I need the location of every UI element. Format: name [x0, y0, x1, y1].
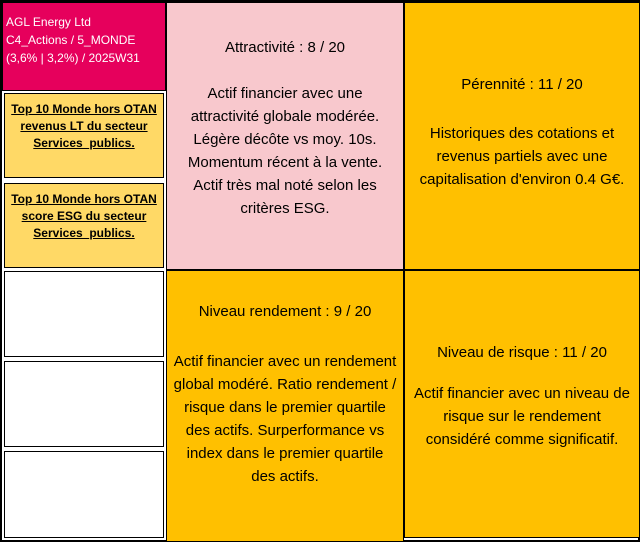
perennite-heading: Pérennité : 11 / 20: [461, 76, 583, 93]
rendement-block: [166, 270, 404, 542]
attractivite-block: [166, 2, 404, 270]
risque-description: Actif financier avec un niveau de risque sur le rendement considéré comme significatif.: [414, 385, 630, 448]
ranking-label[interactable]: Top 10 Monde hors OTAN revenus LT du secteur Services_publics.: [11, 102, 157, 150]
risque-block: [404, 270, 640, 538]
rendement-heading: Niveau rendement : 9 / 20: [198, 303, 372, 320]
attractivite-description: Actif financier avec une attractivité globale modérée. Légère décôte vs moy. 10s. Momentum récent à la vente. Actif très mal noté selon les critères ESG.: [187, 85, 383, 217]
attractivite-heading: Attractivité : 8 / 20: [224, 39, 346, 56]
rendement-description: Actif financier avec un rendement global modéré. Ratio rendement / risque dans le premier quartile des actifs. Surperformance vs index dans le premier quartile des actifs.: [173, 353, 397, 485]
asset-category: C4_Actions / 5_MONDE: [6, 33, 136, 47]
ranking-revenus-lt[interactable]: [4, 93, 164, 178]
ranking-label[interactable]: Top 10 Monde hors OTAN score ESG du secteur Services_publics.: [11, 192, 157, 240]
perennite-description: Historiques des cotations et revenus partiels avec une capitalisation d'environ 0.4 G€.: [419, 125, 625, 188]
perennite-block: [404, 2, 640, 270]
empty-cell: [4, 361, 164, 447]
ranking-score-esg[interactable]: [4, 183, 164, 268]
asset-name: AGL Energy Ltd: [6, 15, 91, 29]
asset-details: (3,6% | 3,2%) / 2025W31: [6, 51, 140, 65]
empty-cell: [4, 451, 164, 538]
risque-heading: Niveau de risque : 11 / 20: [437, 344, 607, 361]
empty-cell: [4, 271, 164, 357]
asset-title-cell: [2, 2, 166, 91]
